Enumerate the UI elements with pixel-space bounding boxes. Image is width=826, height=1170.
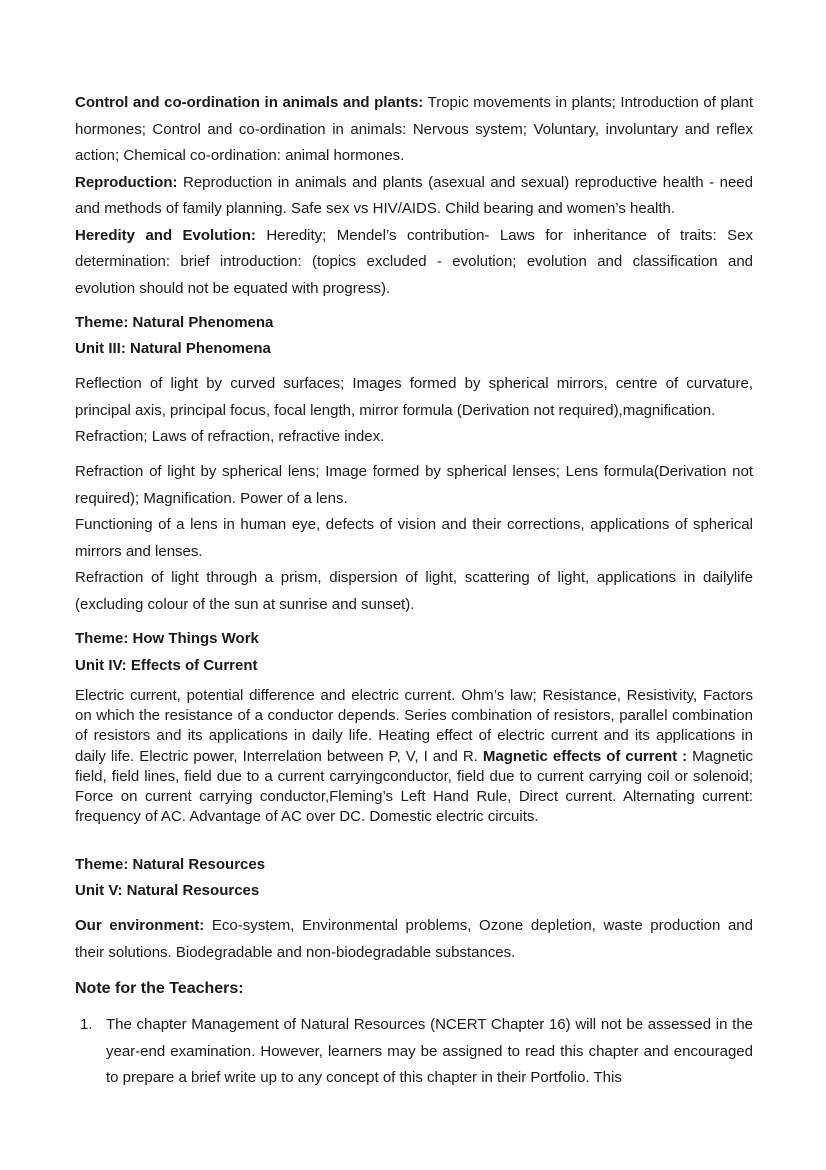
notes-list: [75, 1012, 753, 1092]
unit-3-title: Unit III: Natural Phenomena: [75, 340, 271, 357]
heading-reproduction: Reproduction:: [75, 173, 178, 191]
heading-our-environment: Our environment:: [75, 917, 205, 934]
unit-3-reflection-paragraph: [75, 371, 753, 451]
unit-4-title: Unit IV: Effects of Current: [75, 657, 258, 674]
paragraph-our-environment: [75, 913, 753, 966]
heading-heredity: Heredity and Evolution:: [75, 226, 256, 244]
unit-5-title: Unit V: Natural Resources: [75, 882, 260, 899]
paragraph-control-coordination: [75, 90, 753, 170]
theme-natural-phenomena: Theme: Natural Phenomena: [75, 314, 274, 331]
text-reflection: Reflection of light by curved surfaces; Images formed by spherical mirrors, centre of curvature, principal axis, principal focus, focal length, mirror formula (Derivation not required),magnification.: [75, 375, 753, 419]
heading-magnetic-effects: Magnetic effects of current :: [482, 747, 688, 765]
theme-natural-resources: Theme: Natural Resources: [75, 856, 266, 873]
paragraph-reproduction: [75, 170, 753, 223]
theme-how-things-work: Theme: How Things Work: [75, 630, 259, 647]
paragraph-heredity: [75, 223, 753, 303]
text-spherical-lens: Refraction of light by spherical lens; Image formed by spherical lenses; Lens formula(Derivation not required); Magnification. Power of a lens.: [75, 463, 753, 507]
heading-control-coordination: Control and co-ordination in animals and plants:: [75, 94, 424, 111]
text-control-coordination: Tropic movements in plants; Introduction of plant hormones; Control and co-ordination in animals: Nervous system; Voluntary, involuntary and reflex action; Chemical co-ordination: animal hormones.: [75, 94, 753, 164]
unit-3-lens-paragraph: [75, 459, 753, 618]
list-item: [75, 1012, 753, 1092]
notes-title: Note for the Teachers:: [75, 980, 244, 997]
text-prism: Refraction of light through a prism, dispersion of light, scattering of light, applications in dailylife (excluding colour of the sun at sunrise and sunset).: [75, 569, 753, 613]
text-our-environment: Eco-system, Environmental problems, Ozone depletion, waste production and their solutions. Biodegradable and non-biodegradable substances.: [75, 917, 753, 961]
text-human-eye: Functioning of a lens in human eye, defects of vision and their corrections, applications of spherical mirrors and lenses.: [75, 516, 753, 560]
list-item-number: 1.: [80, 1016, 93, 1033]
text-magnetic-effects: Magnetic field, field lines, field due to a current carryingconductor, field due to current carrying coil or solenoid; Force on current carrying conductor,Fleming’s Left Hand Rule, Direct current. Alternating current: frequency of AC. Advantage of AC over DC. Domestic electric circuits.: [75, 747, 753, 826]
text-refraction-laws: Refraction; Laws of refraction, refractive index.: [75, 428, 385, 445]
text-heredity: Heredity; Mendel’s contribution- Laws for inheritance of traits: Sex determination: brief introduction: (topics excluded - evolution; evolution and classification and evolution should not be equated with progress).: [75, 226, 753, 297]
text-electric-current: Electric current, potential difference and electric current. Ohm’s law; Resistance, Resistivity, Factors on which the resistance of a conductor depends. Series combination of resistors, parallel combination of resistors and its applications in daily life. Heating effect of electric current and its applications in daily life. Electric power, Interrelation between P, V, I and R.: [75, 687, 753, 765]
unit-4-current-paragraph: [75, 686, 753, 827]
syllabus-block-biology: [75, 90, 753, 302]
text-reproduction: Reproduction in animals and plants (asexual and sexual) reproductive health - need and methods of family planning. Safe sex vs HIV/AIDS. Child bearing and women’s health.: [75, 173, 753, 217]
list-item-text: The chapter Management of Natural Resources (NCERT Chapter 16) will not be assessed in the year-end examination. However, learners may be assigned to read this chapter and encouraged to prepare a brief write up to any concept of this chapter in their Portfolio. This: [106, 1016, 753, 1086]
